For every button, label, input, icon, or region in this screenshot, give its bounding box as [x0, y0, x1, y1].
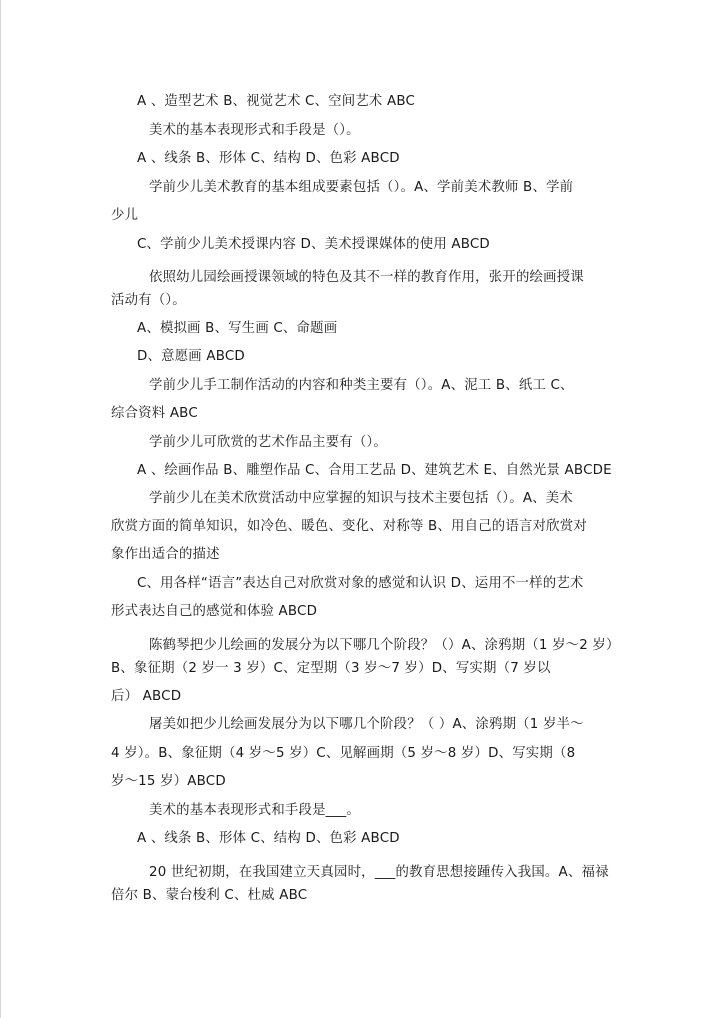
- text-line: 欣赏方面的简单知识，如冷色、暖色、变化、对称等 B、用自己的语言对欣赏对: [111, 519, 587, 534]
- text-line: 倍尔 B、蒙台梭利 C、杜威 ABC: [111, 888, 308, 903]
- text-line: C、学前少儿美术授课内容 D、美术授课媒体的使用 ABCD: [137, 237, 490, 252]
- text-line: A、模拟画 B、写生画 C、命题画: [137, 321, 338, 336]
- text-line: 学前少儿可欣赏的艺术作品主要有（）。: [149, 435, 387, 450]
- text-line: 20 世纪初期，在我国建立天真园时，___的教育思想接踵传入我国。A、福禄: [149, 865, 609, 880]
- text-line: 活动有（）。: [111, 293, 186, 308]
- text-line: 陈鹤琴把少儿绘画的发展分为以下哪几个阶段？（）A、涂鸦期（1 岁～2 岁）: [149, 638, 620, 653]
- text-line: 象作出适合的描述: [111, 547, 220, 562]
- text-line: A 、线条 B、形体 C、结构 D、色彩 ABCD: [137, 831, 400, 846]
- text-line: 屠美如把少儿绘画发展分为以下哪几个阶段？（ ）A、涂鸦期（1 岁半～: [149, 717, 584, 732]
- text-line: 少儿: [111, 208, 139, 223]
- text-line: 美术的基本表现形式和手段是___。: [149, 803, 360, 818]
- text-line: 岁～15 岁）ABCD: [111, 774, 226, 789]
- text-line: 学前少儿美术教育的基本组成要素包括（）。A、学前美术教师 B、学前: [149, 180, 574, 195]
- text-line: 美术的基本表现形式和手段是（）。: [149, 123, 360, 138]
- text-line: A 、造型艺术 B、视觉艺术 C、空间艺术 ABC: [137, 94, 416, 109]
- text-line: C、用各样“语言”表达自己对欣赏对象的感觉和认识 D、运用不一样的艺术: [137, 576, 584, 591]
- text-line: 综合资料 ABC: [111, 406, 198, 421]
- text-line: 学前少儿在美术欣赏活动中应掌握的知识与技术主要包括（）。A、美术: [149, 491, 573, 506]
- text-line: 后） ABCD: [111, 689, 182, 704]
- text-line: 4 岁）。B、象征期（4 岁～5 岁）C、见解画期（5 岁～8 岁）D、写实期（8: [111, 746, 576, 761]
- text-line: 依照幼儿园绘画授课领域的特色及其不一样的教育作用，张开的绘画授课: [149, 270, 584, 285]
- text-line: B、象征期（2 岁一 3 岁）C、定型期（3 岁～7 岁）D、写实期（7 岁以: [111, 661, 551, 676]
- text-line: 形式表达自己的感觉和体验 ABCD: [111, 604, 318, 619]
- text-line: A 、线条 B、形体 C、结构 D、色彩 ABCD: [137, 151, 400, 166]
- text-line: A 、绘画作品 B、雕塑作品 C、合用工艺品 D、建筑艺术 E、自然光景 ABCDE: [137, 463, 612, 478]
- text-line: D、意愿画 ABCD: [137, 349, 245, 364]
- text-line: 学前少儿手工制作活动的内容和种类主要有（）。A、泥工 B、纸工 C、: [149, 378, 574, 393]
